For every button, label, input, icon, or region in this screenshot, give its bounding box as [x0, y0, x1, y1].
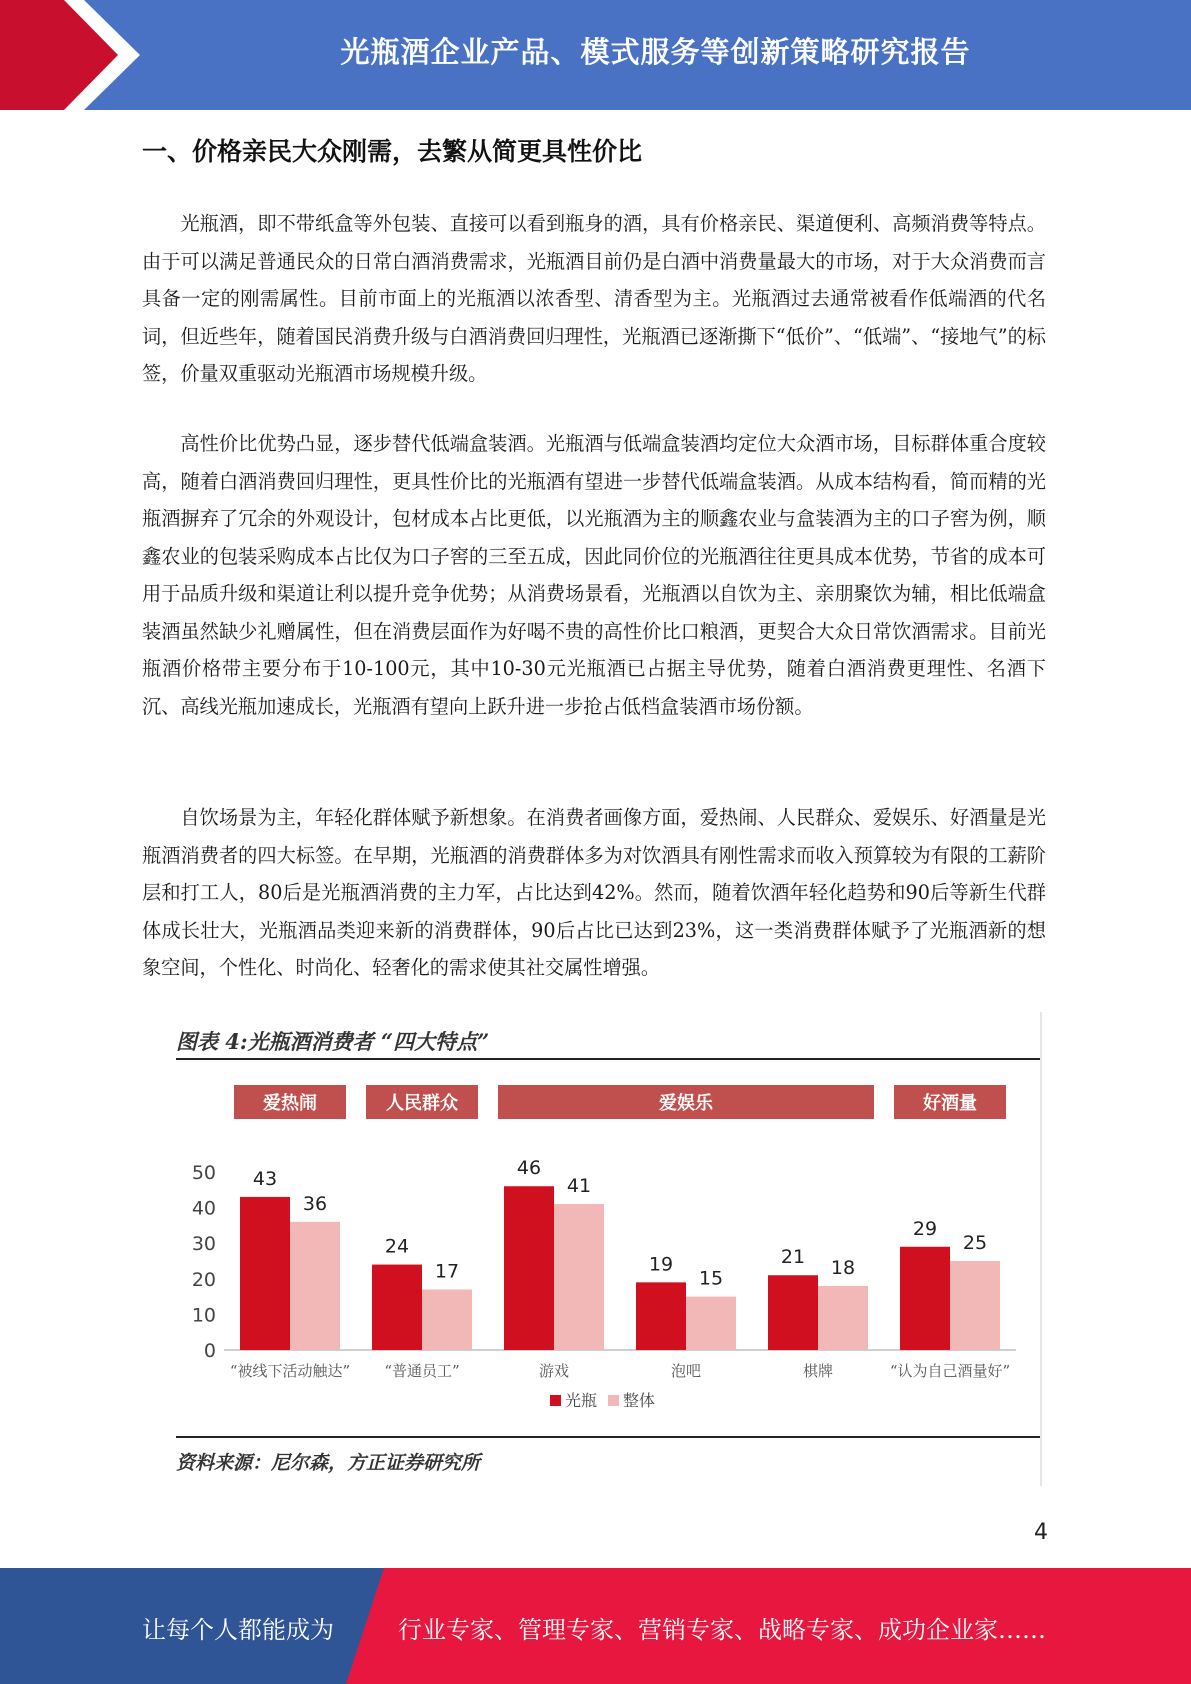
bar [290, 1222, 340, 1350]
bar [636, 1282, 686, 1350]
bar [240, 1197, 290, 1350]
legend-label: 整体 [623, 1391, 656, 1410]
data-label: 41 [566, 1175, 592, 1198]
footer-slogan-left: 让每个人都能成为 [142, 1616, 334, 1644]
group-label: 人民群众 [386, 1093, 458, 1114]
x-tick-label: 泡吧 [670, 1362, 702, 1380]
paragraph-1: 光瓶酒，即不带纸盒等外包装、直接可以看到瓶身的酒，具有价格亲民、渠道便利、高频消费等特点。由于可以满足普通民众的日常白酒消费需求，光瓶酒目前仍是白酒中消费量最大的市场，对于大众消费而言具备一定的刚需属性。目前市面上的光瓶酒以浓香型、清香型为主。光瓶酒过去通常被看作低端酒的代名词，但近些年，随着国民消费升级与白酒消费回归理性，光瓶酒已逐渐撕下“低价”、“低端”、“接地气”的标签，价量双重驱动光瓶酒市场规模升级。 [142, 212, 1046, 385]
bar [768, 1275, 818, 1350]
figure-source: 资料来源：尼尔森，方正证券研究所 [176, 1452, 481, 1474]
bar [504, 1186, 554, 1350]
data-label: 19 [648, 1253, 674, 1276]
y-tick-label: 50 [191, 1162, 216, 1184]
legend-label: 光瓶 [565, 1391, 598, 1410]
figure-title: 图表 4:光瓶酒消费者 “四大特点” [176, 1029, 490, 1054]
y-tick-label: 20 [191, 1268, 216, 1291]
bar [686, 1297, 736, 1350]
bar [950, 1261, 1000, 1350]
figure-edge [1040, 1012, 1042, 1486]
consumer-traits-bar-chart [176, 1060, 1036, 1436]
group-label: 爱热闹 [263, 1093, 317, 1114]
group-label: 爱娱乐 [659, 1093, 713, 1114]
data-label: 18 [830, 1256, 856, 1279]
x-tick-label: 游戏 [538, 1362, 570, 1380]
legend-swatch [608, 1395, 619, 1406]
data-label: 17 [434, 1260, 460, 1283]
legend-swatch [550, 1395, 561, 1406]
x-tick-label: 棋牌 [802, 1362, 834, 1380]
page-header [0, 0, 1191, 110]
bar [554, 1204, 604, 1350]
figure-4 [176, 1012, 1042, 1486]
data-label: 29 [912, 1217, 938, 1240]
group-label: 好酒量 [923, 1093, 977, 1114]
y-tick-label: 0 [203, 1340, 216, 1362]
data-label: 15 [698, 1267, 724, 1290]
data-label: 46 [516, 1157, 542, 1180]
y-tick-label: 10 [191, 1304, 216, 1327]
bar [900, 1247, 950, 1350]
x-tick-label: “普通员工” [384, 1362, 460, 1380]
page-number: 4 [1034, 1520, 1048, 1545]
x-tick-label: “认为自己酒量好” [889, 1362, 1011, 1380]
data-label: 36 [302, 1192, 328, 1215]
section-heading: 一、价格亲民大众刚需，去繁从简更具性价比 [142, 137, 643, 166]
footer-slogan-right: 行业专家、管理专家、营销专家、战略专家、成功企业家…… [398, 1616, 1046, 1644]
paragraph-2: 高性价比优势凸显，逐步替代低端盒装酒。光瓶酒与低端盒装酒均定位大众酒市场，目标群体重合度较高，随着白酒消费回归理性，更具性价比的光瓶酒有望进一步替代低端盒装酒。从成本结构看，简而精的光瓶酒摒弃了冗余的外观设计，包材成本占比更低，以光瓶酒为主的顺鑫农业与盒装酒为主的口子窖为例，顺鑫农业的包装采购成本占比仅为口子窖的三至五成，因此同价位的光瓶酒往往更具成本优势，节省的成本可用于品质升级和渠道让利以提升竞争优势；从消费场景看，光瓶酒以自饮为主、亲朋聚饮为辅，相比低端盒装酒虽然缺少礼赠属性，但在消费层面作为好喝不贵的高性价比口粮酒，更契合大众日常饮酒需求。目前光瓶酒价格带主要分布于10-100元，其中10-30元光瓶酒已占据主导优势，随着白酒消费更理性、名酒下沉、高线光瓶加速成长，光瓶酒有望向上跃升进一步抢占低档盒装酒市场份额。 [142, 432, 1046, 718]
page-footer [0, 1568, 1191, 1684]
data-label: 21 [780, 1246, 806, 1269]
bar [818, 1286, 868, 1350]
data-label: 25 [962, 1232, 988, 1254]
figure-bottom-rule [176, 1436, 1040, 1438]
y-tick-label: 40 [191, 1197, 216, 1220]
x-tick-label: “被线下活动触达” [229, 1362, 351, 1380]
y-tick-label: 30 [191, 1233, 216, 1256]
report-title: 光瓶酒企业产品、模式服务等创新策略研究报告 [340, 35, 971, 69]
paragraph-3: 自饮场景为主，年轻化群体赋予新想象。在消费者画像方面，爱热闹、人民群众、爱娱乐、好酒量是光瓶酒消费者的四大标签。在早期，光瓶酒的消费群体多为对饮酒具有刚性需求而收入预算较为有限的工薪阶层和打工人，80后是光瓶酒消费的主力军，占比达到42%。然而，随着饮酒年轻化趋势和90后等新生代群体成长壮大，光瓶酒品类迎来新的消费群体，90后占比已达到23%，这一类消费群体赋予了光瓶酒新的想象空间，个性化、时尚化、轻奢化的需求使其社交属性增强。 [142, 806, 1046, 979]
data-label: 24 [384, 1235, 410, 1258]
bar [372, 1265, 422, 1350]
data-label: 43 [252, 1167, 278, 1190]
bar [422, 1289, 472, 1350]
